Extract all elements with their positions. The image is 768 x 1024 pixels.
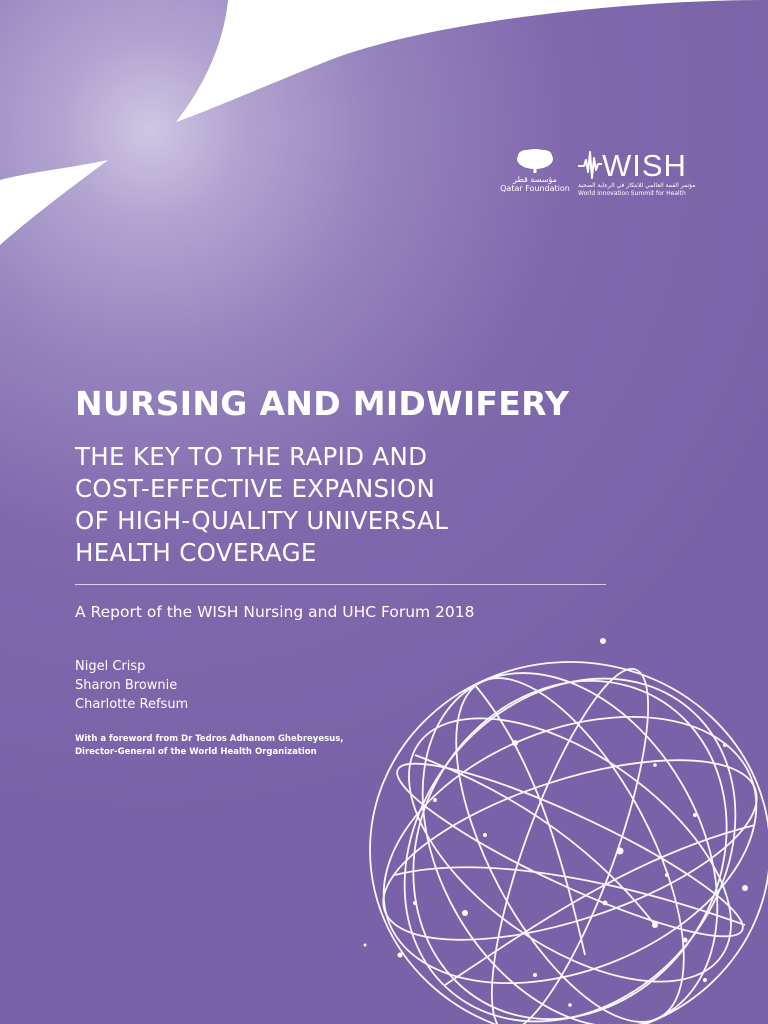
partner-logos <box>498 148 708 210</box>
white-swoosh-top <box>0 0 768 130</box>
divider-line <box>75 584 606 585</box>
foreword-line: Director-General of the World Health Organization <box>75 747 317 757</box>
subtitle-line: OF HIGH-QUALITY UNIVERSAL <box>75 506 449 535</box>
report-subtitle <box>75 441 448 569</box>
wireframe-globe-illustration <box>355 625 768 1024</box>
author-list <box>75 657 188 714</box>
tree-icon <box>515 148 555 174</box>
foreword-note <box>75 733 344 759</box>
qatar-foundation-arabic: مؤسسة قطر <box>513 175 557 184</box>
wish-english-name: World Innovation Summit for Health <box>578 190 686 197</box>
subtitle-line: COST-EFFECTIVE EXPANSION <box>75 474 436 503</box>
author-name: Sharon Brownie <box>75 678 178 693</box>
foreword-line: With a foreword from Dr Tedros Adhanom Ghebreyesus, <box>75 734 344 744</box>
wish-logo <box>578 148 708 198</box>
subtitle-line: THE KEY TO THE RAPID AND <box>75 442 428 471</box>
report-description: A Report of the WISH Nursing and UHC Forum 2018 <box>75 603 475 621</box>
wish-wordmark: WISH <box>602 148 687 180</box>
report-title: NURSING AND MIDWIFERY <box>75 384 570 423</box>
author-name: Nigel Crisp <box>75 659 146 674</box>
qatar-foundation-name: Qatar Foundation <box>500 184 570 193</box>
heartbeat-icon <box>578 148 700 180</box>
author-name: Charlotte Refsum <box>75 697 189 712</box>
wish-arabic-name: مؤتمر القمة العالمي للابتكار في الرعاية الصحية <box>578 182 696 189</box>
qatar-foundation-logo <box>498 148 572 193</box>
subtitle-line: HEALTH COVERAGE <box>75 538 317 567</box>
